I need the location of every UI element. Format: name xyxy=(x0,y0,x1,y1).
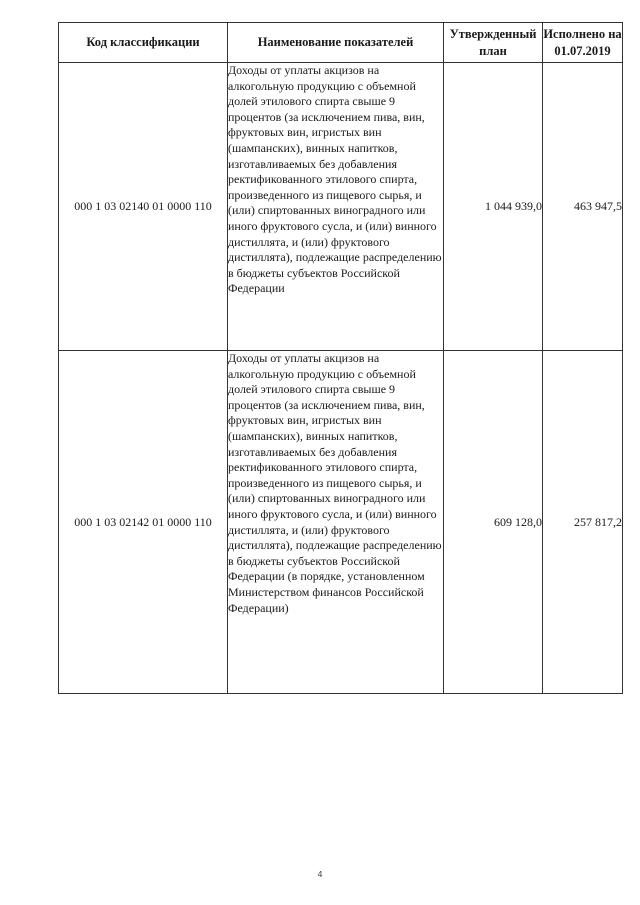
header-plan: Утвержденный план xyxy=(444,23,543,63)
classification-code: 000 1 03 02140 01 0000 110 xyxy=(59,63,228,351)
revenue-table xyxy=(58,22,623,694)
indicator-name: Доходы от уплаты акцизов на алкогольную продукцию с объемной долей этилового спирта свыше 9 процентов (за исключением пива, вин, фруктовых вин, игристых вин (шампанских), винных напитков, изготавливаемых без добавления ректификованного этилового спирта, произведенного из пищевого сырья, и (или) спиртованных виноградного или иного фруктового сусла, и (или) винного дистиллята, и (или) фруктового дистиллята), подлежащие распределению в бюджеты субъектов Российской Федерации xyxy=(228,63,444,351)
indicator-name: Доходы от уплаты акцизов на алкогольную продукцию с объемной долей этилового спирта свыше 9 процентов (за исключением пива, вин, фруктовых вин, игристых вин (шампанских), винных напитков, изготавливаемых без добавления ректификованного этилового спирта, произведенного из пищевого сырья, и (или) спиртованных виноградного или иного фруктового сусла, и (или) винного дистиллята, и (или) фруктового дистиллята), подлежащие распределению в бюджеты субъектов Российской Федерации (в порядке, установленном Министерством финансов Российской Федерации) xyxy=(228,351,444,694)
header-name: Наименование показателей xyxy=(228,23,444,63)
classification-code: 000 1 03 02142 01 0000 110 xyxy=(59,351,228,694)
table-row xyxy=(59,63,623,351)
header-code: Код классификации xyxy=(59,23,228,63)
table-row xyxy=(59,351,623,694)
approved-plan-value: 609 128,0 xyxy=(444,351,543,694)
executed-value: 257 817,2 xyxy=(543,351,623,694)
table-header-row xyxy=(59,23,623,63)
executed-value: 463 947,5 xyxy=(543,63,623,351)
header-executed: Исполнено на 01.07.2019 xyxy=(543,23,623,63)
approved-plan-value: 1 044 939,0 xyxy=(444,63,543,351)
page-number: 4 xyxy=(317,870,323,879)
